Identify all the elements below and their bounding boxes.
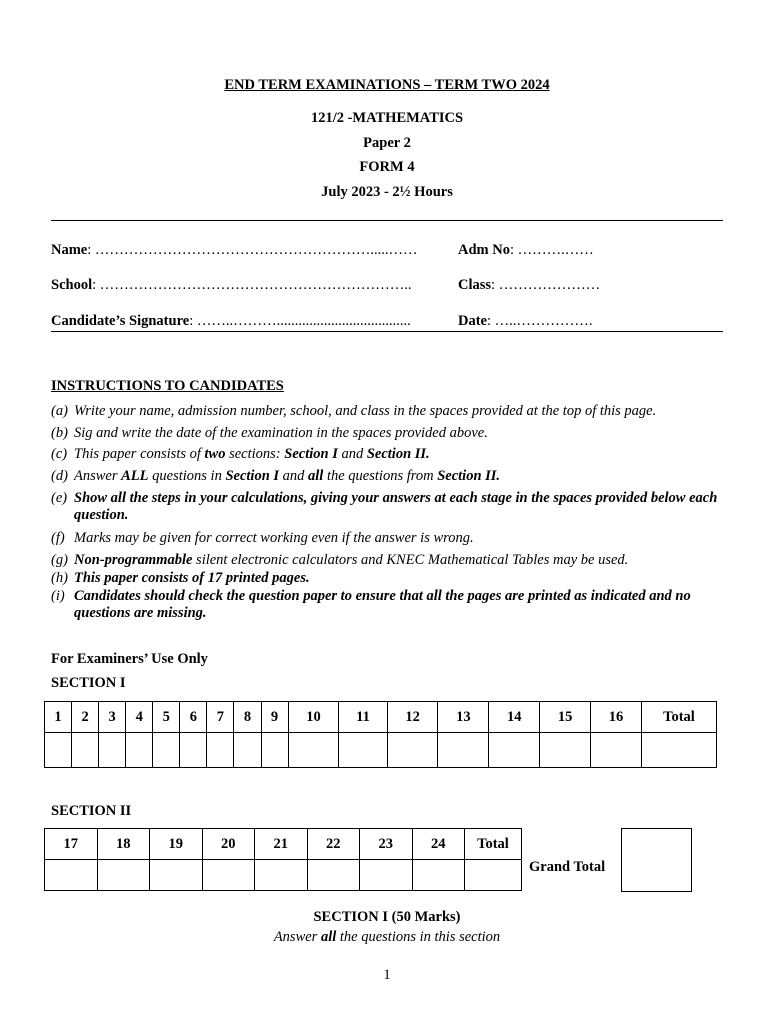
- score-cell[interactable]: [234, 733, 261, 768]
- score-column-header: Total: [465, 829, 522, 860]
- score-entry-row: [45, 860, 522, 891]
- score-column-header: 16: [591, 702, 642, 733]
- grand-total-box[interactable]: [621, 828, 692, 892]
- signature-dots: : ……..……….....................................: [189, 313, 411, 329]
- instruction-text: Write your name, admission number, school, and class in the spaces provided at the top of this page.: [74, 403, 657, 419]
- subject-code: 121/2 -MATHEMATICS: [310, 110, 464, 126]
- score-cell[interactable]: [540, 733, 591, 768]
- instruction-label: (c): [51, 446, 68, 462]
- score-cell[interactable]: [72, 733, 99, 768]
- score-cell[interactable]: [153, 733, 180, 768]
- adm-no-dots: : ……….……: [509, 242, 594, 258]
- instruction-text: This paper consists of two sections: Section I and Section II.: [74, 446, 430, 462]
- signature-label: Candidate’s Signature: [51, 313, 190, 329]
- score-header-row: [45, 829, 522, 860]
- section-two-score-table: [44, 828, 522, 891]
- score-cell[interactable]: [339, 733, 387, 768]
- score-column-header: 23: [360, 829, 413, 860]
- score-cell[interactable]: [591, 733, 642, 768]
- score-cell[interactable]: [489, 733, 540, 768]
- exam-title: END TERM EXAMINATIONS – TERM TWO 2024: [224, 77, 550, 93]
- instruction-text: Marks may be given for correct working even if the answer is wrong.: [74, 530, 474, 546]
- paper-number: Paper 2: [363, 135, 411, 151]
- name-label: Name: [51, 242, 88, 258]
- score-column-header: 18: [97, 829, 150, 860]
- instruction-label: (d): [51, 468, 68, 484]
- instruction-text: Sig and write the date of the examination in the spaces provided above.: [74, 425, 488, 441]
- instruction-text: Show all the steps in your calculations, giving your answers at each stage in the spaces provided below each question.: [74, 490, 718, 523]
- score-column-header: 3: [99, 702, 126, 733]
- instruction-text: This paper consists of 17 printed pages.: [74, 570, 310, 586]
- score-column-header: 1: [45, 702, 72, 733]
- form-level: FORM 4: [359, 159, 415, 175]
- score-cell[interactable]: [255, 860, 308, 891]
- score-column-header: 12: [387, 702, 438, 733]
- section-two-label: SECTION II: [51, 803, 132, 819]
- adm-no-field[interactable]: [458, 242, 594, 259]
- score-cell[interactable]: [288, 733, 339, 768]
- score-cell[interactable]: [360, 860, 413, 891]
- score-cell[interactable]: [97, 860, 150, 891]
- score-cell[interactable]: [387, 733, 438, 768]
- score-cell[interactable]: [45, 860, 98, 891]
- page-number: 1: [383, 967, 391, 983]
- instruction-text: Candidates should check the question paper to ensure that all the pages are printed as indicated and no questions are missing.: [74, 588, 691, 621]
- name-dots: : ………………………………………………….....……: [87, 242, 418, 258]
- instruction-text: Answer ALL questions in Section I and all the questions from Section II.: [74, 468, 501, 484]
- instruction-label: (b): [51, 425, 68, 441]
- instruction-label: (a): [51, 403, 68, 419]
- score-cell[interactable]: [261, 733, 288, 768]
- score-column-header: Total: [642, 702, 717, 733]
- score-column-header: 11: [339, 702, 387, 733]
- score-cell[interactable]: [180, 733, 207, 768]
- score-column-header: 24: [412, 829, 465, 860]
- instruction-label: (e): [51, 490, 68, 506]
- score-column-header: 19: [150, 829, 203, 860]
- score-column-header: 9: [261, 702, 288, 733]
- score-header-row: [45, 702, 717, 733]
- section-one-score-table: [44, 701, 717, 768]
- instruction-label: (f): [51, 530, 65, 546]
- score-column-header: 14: [489, 702, 540, 733]
- school-label: School: [51, 277, 93, 293]
- score-column-header: 5: [153, 702, 180, 733]
- score-column-header: 13: [438, 702, 489, 733]
- score-column-header: 8: [234, 702, 261, 733]
- score-cell[interactable]: [307, 860, 360, 891]
- score-column-header: 6: [180, 702, 207, 733]
- instructions-heading: INSTRUCTIONS TO CANDIDATES: [51, 378, 284, 394]
- date-duration: July 2023 - 2½ Hours: [321, 184, 453, 200]
- score-cell[interactable]: [99, 733, 126, 768]
- section-one-label: SECTION I: [51, 675, 126, 691]
- score-column-header: 22: [307, 829, 360, 860]
- score-column-header: 2: [72, 702, 99, 733]
- score-entry-row: [45, 733, 717, 768]
- score-cell[interactable]: [438, 733, 489, 768]
- score-cell[interactable]: [126, 733, 153, 768]
- class-field[interactable]: [458, 277, 600, 294]
- score-column-header: 20: [202, 829, 255, 860]
- header-divider: [51, 220, 723, 221]
- school-field[interactable]: [51, 277, 412, 294]
- score-column-header: 7: [207, 702, 234, 733]
- score-cell[interactable]: [45, 733, 72, 768]
- signature-field[interactable]: [51, 313, 411, 330]
- instruction-label: (g): [51, 552, 68, 568]
- grand-total-label: Grand Total: [529, 859, 606, 875]
- score-cell[interactable]: [412, 860, 465, 891]
- section-one-title: SECTION I (50 Marks): [313, 909, 461, 925]
- date-dots: : …..…………….: [487, 313, 593, 329]
- score-column-header: 4: [126, 702, 153, 733]
- date-field[interactable]: [458, 313, 593, 330]
- instruction-label: (h): [51, 570, 68, 586]
- score-column-header: 15: [540, 702, 591, 733]
- score-cell[interactable]: [207, 733, 234, 768]
- adm-no-label: Adm No: [458, 242, 510, 258]
- name-field[interactable]: [51, 242, 418, 259]
- class-dots: : …………………: [491, 277, 601, 293]
- section-one-subtitle: Answer all the questions in this section: [273, 929, 501, 945]
- score-cell[interactable]: [202, 860, 255, 891]
- date-label: Date: [458, 313, 487, 329]
- score-cell[interactable]: [150, 860, 203, 891]
- examiners-heading: For Examiners’ Use Only: [51, 651, 208, 667]
- score-cell[interactable]: [642, 733, 717, 768]
- class-label: Class: [458, 277, 492, 293]
- fields-divider: [51, 331, 723, 332]
- instruction-text: Non-programmable silent electronic calculators and KNEC Mathematical Tables may be used.: [74, 552, 629, 568]
- score-column-header: 10: [288, 702, 339, 733]
- instruction-label: (i): [51, 588, 65, 604]
- score-column-header: 21: [255, 829, 308, 860]
- school-dots: : ………………………………………………………..: [92, 277, 412, 293]
- score-column-header: 17: [45, 829, 98, 860]
- score-cell[interactable]: [465, 860, 522, 891]
